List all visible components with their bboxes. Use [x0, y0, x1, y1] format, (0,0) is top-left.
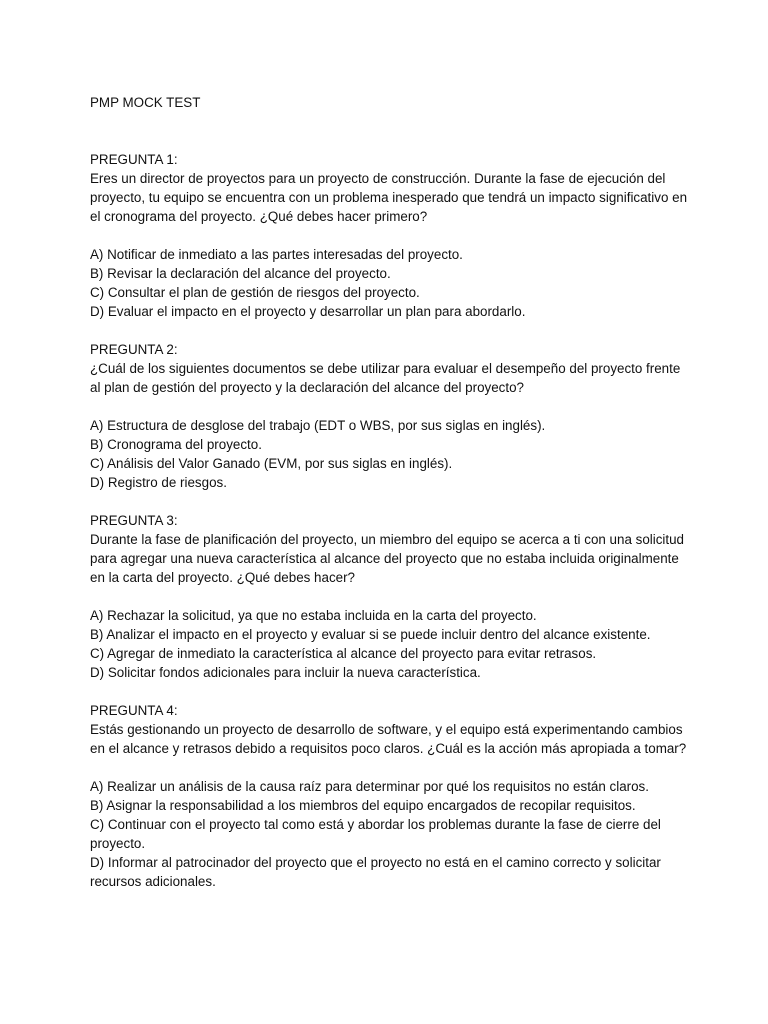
answer-option-c: C) Análisis del Valor Ganado (EVM, por sus siglas en inglés). [90, 456, 453, 471]
answer-option-a: A) Realizar un análisis de la causa raíz para determinar por qué los requisitos no están claros. [90, 779, 649, 794]
question-4 [90, 701, 690, 891]
answer-option-d: D) Evaluar el impacto en el proyecto y desarrollar un plan para abordarlo. [90, 304, 526, 319]
question-2 [90, 340, 690, 492]
answer-option-d: D) Informar al patrocinador del proyecto que el proyecto no está en el camino correcto y solicitar recursos adicionales. [90, 855, 661, 889]
document-title: PMP MOCK TEST [90, 95, 201, 110]
answer-option-d: D) Registro de riesgos. [90, 475, 227, 490]
question-text: Durante la fase de planificación del proyecto, un miembro del equipo se acerca a ti con una solicitud para agregar una nueva característica al alcance del proyecto que no estaba incluida originalmente en la carta del proyecto. ¿Qué debes hacer? [90, 532, 685, 585]
question-heading: PREGUNTA 2: [90, 342, 178, 357]
question-3 [90, 511, 690, 682]
question-heading: PREGUNTA 4: [90, 703, 178, 718]
answer-option-b: B) Cronograma del proyecto. [90, 437, 262, 452]
answer-option-c: C) Continuar con el proyecto tal como está y abordar los problemas durante la fase de cierre del proyecto. [90, 817, 661, 851]
question-text: ¿Cuál de los siguientes documentos se debe utilizar para evaluar el desempeño del proyecto frente al plan de gestión del proyecto y la declaración del alcance del proyecto? [90, 361, 681, 395]
answer-option-a: A) Rechazar la solicitud, ya que no estaba incluida en la carta del proyecto. [90, 608, 537, 623]
answer-option-b: B) Analizar el impacto en el proyecto y evaluar si se puede incluir dentro del alcance existente. [90, 627, 651, 642]
document-page [90, 93, 690, 910]
question-heading: PREGUNTA 3: [90, 513, 178, 528]
question-1 [90, 150, 690, 321]
answer-options [90, 416, 690, 492]
answer-option-c: C) Consultar el plan de gestión de riesgos del proyecto. [90, 285, 420, 300]
answer-options [90, 606, 690, 682]
answer-option-b: B) Asignar la responsabilidad a los miembros del equipo encargados de recopilar requisitos. [90, 798, 636, 813]
answer-option-a: A) Estructura de desglose del trabajo (EDT o WBS, por sus siglas en inglés). [90, 418, 546, 433]
question-text: Estás gestionando un proyecto de desarrollo de software, y el equipo está experimentando cambios en el alcance y retrasos debido a requisitos poco claros. ¿Cuál es la acción más apropiada a tomar? [90, 722, 687, 756]
question-text: Eres un director de proyectos para un proyecto de construcción. Durante la fase de ejecución del proyecto, tu equipo se encuentra con un problema inesperado que tendrá un impacto significativo en el cronograma del proyecto. ¿Qué debes hacer primero? [90, 171, 688, 224]
answer-option-c: C) Agregar de inmediato la característica al alcance del proyecto para evitar retrasos. [90, 646, 597, 661]
answer-options [90, 245, 690, 321]
question-heading: PREGUNTA 1: [90, 152, 178, 167]
answer-option-b: B) Revisar la declaración del alcance del proyecto. [90, 266, 391, 281]
answer-options [90, 777, 690, 891]
answer-option-d: D) Solicitar fondos adicionales para incluir la nueva característica. [90, 665, 481, 680]
answer-option-a: A) Notificar de inmediato a las partes interesadas del proyecto. [90, 247, 463, 262]
